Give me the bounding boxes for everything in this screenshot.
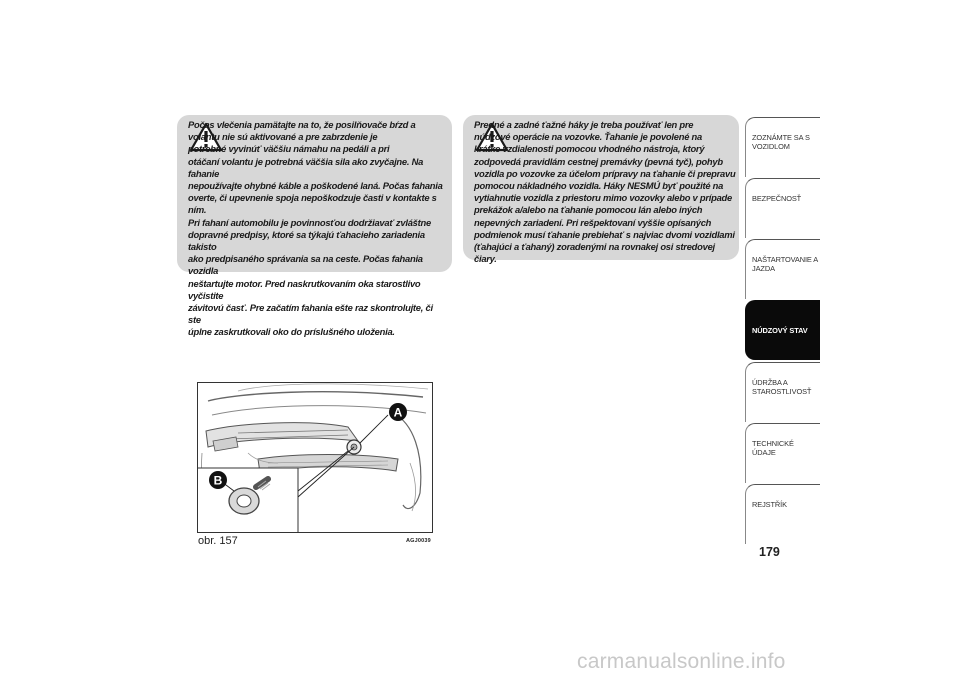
nav-tab-label: NÚDZOVÝ STAV: [752, 326, 808, 335]
nav-tab-vehicle[interactable]: [745, 117, 820, 177]
warning-text: Počas vlečenia pamätajte na to, že posilňovače bŕzd a volantu nie sú aktivované a pre zabrzdenie je potrebné vyvinúť väčšiu námahu na pedáli a pri otáčaní volantu je potrebná väčšia sila ako zvyčajne. Na fahanie nepoužívajte ohybné káble a poškodené laná. Počas fahania overte, či upevnenie spoja nepoškodzuje časti v kontakte s ním. Pri fahaní automobilu je povinnosťou dodržiavať zvláštne dopravné predpisy, ktoré sa týkajú ťahacieho zariadenia takisto ako predpisaného správania sa na ceste. Počas fahania vozidla neštartujte motor. Pred naskrutkovaním oka starostlivo vyčistite závitovú časť. Pre začatím fahania ešte raz skontrolujte, či ste úplne zaskrutkovali oko do príslušného uloženia.: [188, 119, 443, 338]
nav-tab-safety[interactable]: [745, 178, 820, 238]
car-rear-drawing: [198, 383, 432, 532]
nav-tab-maintenance[interactable]: [745, 362, 820, 422]
nav-tab-technical[interactable]: [745, 423, 820, 483]
nav-tab-label: REJSTŘÍK: [752, 500, 787, 509]
nav-tab-label: ÚDRŽBA A STAROSTLIVOSŤ: [752, 378, 812, 397]
towing-eye-illustration: [197, 382, 433, 533]
watermark: carmanualsonline.info: [577, 650, 786, 673]
label-a: A: [393, 405, 403, 420]
nav-tab-starting[interactable]: [745, 239, 820, 299]
warning-box-towing: [177, 115, 452, 338]
page-number: 179: [759, 545, 780, 559]
nav-tab-label: TECHNICKÉ ÚDAJE: [752, 439, 794, 458]
nav-tab-label: ZOZNÁMTE SA S VOZIDLOM: [752, 133, 810, 152]
nav-tab-index[interactable]: [745, 484, 820, 544]
figure-code: AGJ0039: [406, 538, 431, 544]
nav-tab-label: BEZPEČNOSŤ: [752, 194, 802, 203]
label-b: B: [213, 473, 223, 488]
nav-tab-label: NAŠTARTOVANIE A JAZDA: [752, 255, 818, 274]
figure-caption: obr. 157: [198, 535, 238, 547]
nav-tab-emergency[interactable]: [745, 300, 820, 360]
warning-box-tow-hooks: [463, 115, 739, 265]
warning-text: Predné a zadné ťažné háky je treba používať len pre núdzové operácie na vozovke. Ťahanie je povolené na krátke vzdialenosti pomocou vhodného nástroja, ktorý zodpovedá pravidlám cestnej premávky (pevná tyč), pohyb vozidla po vozovke za účelom prípravy na ťahanie či prepravu pomocou nákladného vozidla. Háky NESMÚ byť použité na vytiahnutie vozidla z priestoru mimo vozovky alebo v prípade prekážok a/alebo na ťahanie pomocou lán alebo iných nepevných zariadení. Pri rešpektovaní vyššie opísaných podmienok musí ťahanie prebiehať s najviac dvomi vozidlami (ťahajúci a ťahaný) zoradenými na rovnakej osi stredovej čiary.: [474, 119, 736, 265]
